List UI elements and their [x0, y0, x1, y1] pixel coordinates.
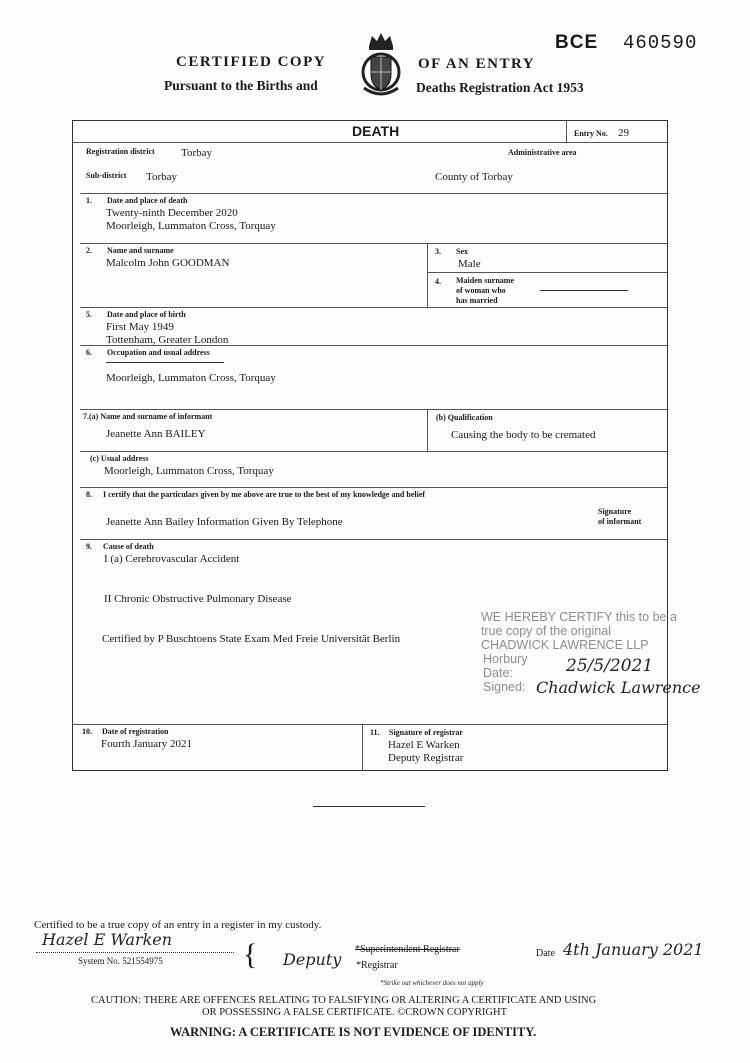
signature-line: [36, 952, 234, 953]
field-8-label: I certify that the particulars given by me above are true to the best of my knowledge and belief: [103, 490, 426, 499]
stamp-line-3: CHADWICK LAWRENCE LLP: [481, 638, 649, 652]
serial-digits: 460590: [622, 32, 698, 54]
strike-note: *Strike out whichever does not apply: [380, 979, 484, 987]
deputy-handwritten: Deputy: [283, 950, 342, 969]
signature-of-informant-label: [598, 507, 641, 527]
occupation-blank: [106, 362, 224, 363]
maiden-surname-blank: [540, 290, 628, 291]
caution-line-1: CAUTION: THERE ARE OFFENCES RELATING TO FALSIFYING OR ALTERING A CERTIFICATE AND USING: [91, 995, 597, 1006]
field-9-label: Cause of death: [103, 542, 154, 551]
header-pursuant: Pursuant to the Births and: [164, 78, 318, 93]
registrar-name: Hazel E Warken: [388, 739, 460, 751]
stamp-line-5: Date:: [483, 666, 513, 680]
field-6-label: Occupation and usual address: [107, 348, 210, 357]
brace-icon: {: [243, 938, 258, 971]
stamp-handwritten-signature: Chadwick Lawrence: [536, 678, 701, 697]
field-5-label: Date and place of birth: [107, 310, 186, 319]
place-of-birth: Tottenham, Greater London: [106, 334, 229, 346]
field-10-num: 10.: [82, 727, 92, 736]
cause-of-death-1a: I (a) Cerebrovascular Accident: [104, 553, 240, 565]
informant-certification: Jeanette Ann Bailey Information Given By Telephone: [106, 516, 343, 528]
stamp-line-4: Horbury: [483, 652, 528, 666]
sig-label-1: Signature: [598, 507, 632, 516]
field-7b-label: (b) Qualification: [436, 413, 493, 422]
stamp-line-1: WE HEREBY CERTIFY this to be a: [481, 610, 677, 624]
field-7c-label: (c) Usual address: [90, 454, 149, 463]
stamp-line-2: true copy of the original: [481, 624, 611, 638]
deceased-name: Malcolm John GOODMAN: [106, 257, 230, 269]
stamp-line-6: Signed:: [483, 680, 526, 694]
registrar-option: *Registrar: [356, 960, 398, 971]
field-1-label: Date and place of death: [107, 196, 188, 205]
field-4-num: 4.: [435, 277, 441, 286]
administrative-area-label: Administrative area: [508, 148, 577, 157]
date-of-registration: Fourth January 2021: [101, 738, 193, 750]
place-of-death: Moorleigh, Lummaton Cross, Torquay: [106, 220, 276, 232]
field-4-label: [456, 276, 514, 306]
serial-number: [555, 32, 697, 54]
field-8-num: 8.: [86, 490, 92, 499]
field-11-label: Signature of registrar: [389, 728, 463, 737]
end-rule: [313, 806, 425, 807]
informant-address: Moorleigh, Lummaton Cross, Torquay: [104, 465, 274, 477]
sub-district-label: Sub-district: [86, 171, 127, 180]
sex: Male: [458, 258, 481, 270]
header-act: Deaths Registration Act 1953: [416, 80, 584, 95]
field-3-label: Sex: [456, 247, 468, 256]
superintendent-registrar: *Superintendent Registrar: [355, 944, 460, 955]
usual-address: Moorleigh, Lummaton Cross, Torquay: [106, 372, 276, 384]
field-6-num: 6.: [86, 348, 92, 357]
date-handwritten: 4th January 2021: [563, 940, 704, 959]
entry-title: DEATH: [352, 123, 400, 139]
maiden-label-3: has married: [456, 296, 498, 305]
certified-by: Certified by P Buschtoens State Exam Med Freie Universität Berlin: [102, 633, 401, 645]
field-2-label: Name and surname: [107, 246, 174, 255]
date-label: Date: [536, 948, 555, 959]
certified-true-copy: Certified to be a true copy of an entry in a register in my custody.: [34, 919, 322, 931]
maiden-label-1: Maiden surname: [456, 276, 514, 285]
maiden-label-2: of woman who: [456, 286, 506, 295]
field-5-num: 5.: [86, 310, 92, 319]
sig-label-2: of informant: [598, 517, 642, 526]
date-of-death: Twenty-ninth December 2020: [106, 207, 238, 219]
informant-qualification: Causing the body to be cremated: [451, 429, 596, 441]
field-11-num: 11.: [370, 728, 380, 737]
royal-crest-icon: [356, 30, 406, 102]
stamp-handwritten-date: 25/5/2021: [566, 656, 654, 676]
entry-no-label: Entry No.: [574, 129, 608, 138]
header-of-an-entry: OF AN ENTRY: [418, 56, 536, 72]
warning-identity: WARNING: A CERTIFICATE IS NOT EVIDENCE OF IDENTITY.: [170, 1025, 537, 1039]
serial-prefix: BCE: [555, 32, 599, 53]
caution-line-2: OR POSSESSING A FALSE CERTIFICATE. ©CROWN COPYRIGHT: [202, 1007, 507, 1018]
system-number: System No. 521554975: [78, 956, 163, 966]
sub-district: Torbay: [146, 171, 177, 183]
cause-of-death-2: II Chronic Obstructive Pulmonary Disease: [104, 593, 292, 605]
informant-name: Jeanette Ann BAILEY: [106, 428, 206, 440]
field-1-num: 1.: [86, 196, 92, 205]
field-2-num: 2.: [86, 246, 92, 255]
registrar-title: Deputy Registrar: [388, 752, 464, 764]
registration-district: Torbay: [181, 147, 212, 159]
administrative-area: County of Torbay: [435, 171, 513, 183]
entry-no: 29: [618, 127, 629, 139]
field-3-num: 3.: [435, 247, 441, 256]
registration-district-label: Registration district: [86, 147, 155, 156]
date-of-birth: First May 1949: [106, 321, 174, 333]
field-10-label: Date of registration: [102, 727, 169, 736]
custodian-signature: Hazel E Warken: [42, 930, 173, 949]
header-certified-copy: CERTIFIED COPY: [176, 54, 327, 70]
field-7a-label: 7.(a) Name and surname of informant: [83, 412, 213, 421]
field-9-num: 9.: [86, 542, 92, 551]
